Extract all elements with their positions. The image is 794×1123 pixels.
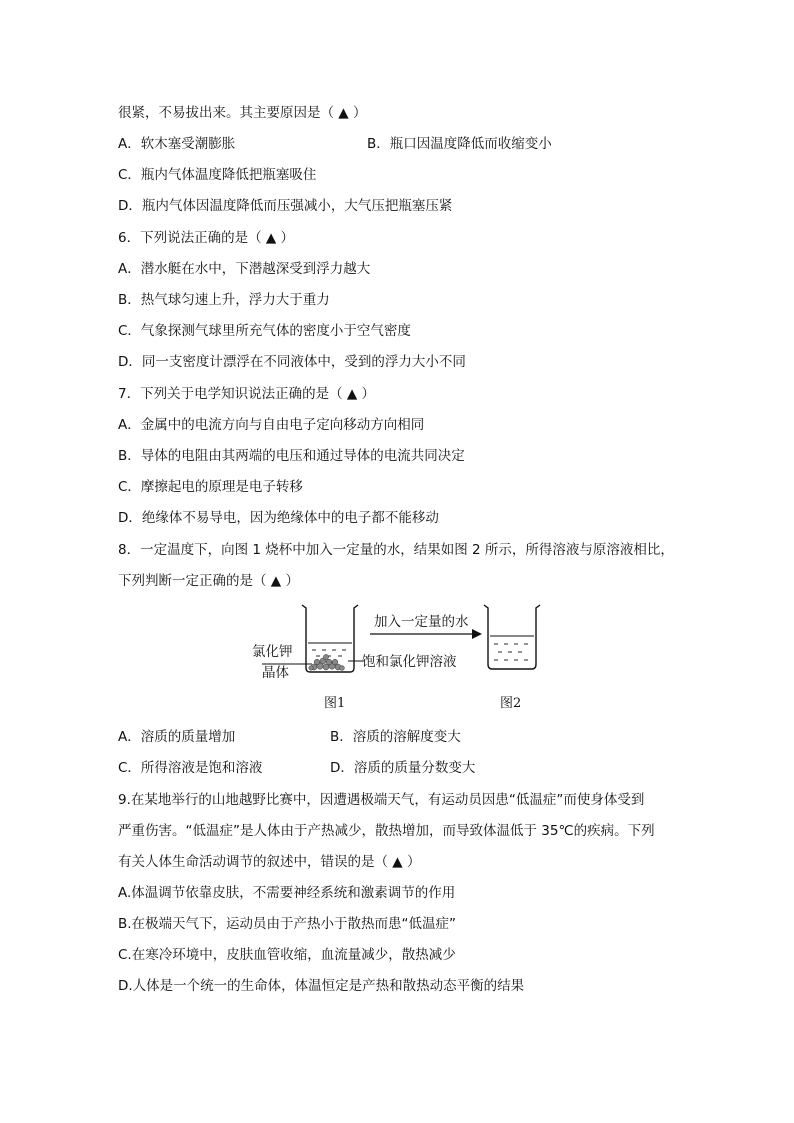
arrow-head — [472, 629, 482, 639]
q6-stem: 6．下列说法正确的是（ ▲ ） — [118, 230, 295, 246]
q7-option-c: C．摩擦起电的原理是电子转移 — [118, 479, 303, 495]
q5-stem: 很紧，不易拔出来。其主要原因是（ ▲ ） — [118, 105, 367, 121]
q9-option-b: B.在极端天气下，运动员由于产热小于散热而患“低温症” — [118, 916, 457, 932]
label-add-water: 加入一定量的水 — [374, 614, 469, 630]
label-fig2: 图2 — [500, 696, 522, 711]
q7-stem: 7．下列关于电学知识说法正确的是（ ▲ ） — [118, 386, 376, 402]
q5-option-a: A．软木塞受潮膨胀 — [118, 136, 236, 152]
beaker-figure — [250, 598, 550, 716]
q7-option-a: A．金属中的电流方向与自由电子定向移动方向相同 — [118, 417, 425, 433]
q5-option-c: C．瓶内气体温度降低把瓶塞吸住 — [118, 167, 317, 183]
q7-option-d: D．绝缘体不易导电，因为绝缘体中的电子都不能移动 — [118, 510, 439, 526]
q9-option-d: D.人体是一个统一的生命体，体温恒定是产热和散热动态平衡的结果 — [118, 978, 525, 994]
beaker-diagram — [250, 598, 550, 716]
q9-stem-line2: 严重伤害。“低温症”是人体由于产热减少，散热增加，而导致体温低于 35℃的疾病。下列 — [118, 823, 655, 839]
q9-option-a: A.体温调节依靠皮肤，不需要神经系统和激素调节的作用 — [118, 885, 456, 901]
label-crystal-line2: 晶体 — [262, 665, 289, 681]
q8-option-b: B．溶质的溶解度变大 — [330, 729, 461, 745]
q7-option-b: B．导体的电阻由其两端的电压和通过导体的电流共同决定 — [118, 448, 465, 464]
q5-option-b: B．瓶口因温度降低而收缩变小 — [367, 136, 552, 152]
q8-stem-line2: 下列判断一定正确的是（ ▲ ） — [118, 573, 299, 589]
q9-stem-line1: 9.在某地举行的山地越野比赛中，因遭遇极端天气，有运动员因患“低温症”而使身体受到 — [118, 792, 645, 808]
q5-option-d: D．瓶内气体因温度降低而压强减小，大气压把瓶塞压紧 — [118, 198, 453, 214]
q6-option-a: A．潜水艇在水中，下潜越深受到浮力越大 — [118, 261, 371, 277]
q8-option-c: C．所得溶液是饱和溶液 — [118, 760, 263, 776]
q6-option-d: D．同一支密度计漂浮在不同液体中，受到的浮力大小不同 — [118, 354, 466, 370]
q9-option-c: C.在寒冷环境中，皮肤血管收缩，血流量减少，散热减少 — [118, 947, 456, 963]
beaker-2 — [484, 605, 540, 669]
label-fig1: 图1 — [324, 696, 346, 711]
crystal-pile — [309, 654, 345, 670]
q9-stem-line3: 有关人体生命活动调节的叙述中，错误的是（ ▲ ） — [118, 854, 421, 870]
q6-option-b: B．热气球匀速上升，浮力大于重力 — [118, 292, 330, 308]
label-crystal-line1: 氯化钾 — [252, 644, 293, 660]
label-saturated-solution: 饱和氯化钾溶液 — [362, 654, 457, 670]
q8-option-a: A．溶质的质量增加 — [118, 729, 236, 745]
beaker-1 — [302, 605, 358, 672]
q8-stem-line1: 8．一定温度下，向图 1 烧杯中加入一定量的水，结果如图 2 所示，所得溶液与原溶液相比， — [118, 542, 674, 558]
q8-option-d: D．溶质的质量分数变大 — [330, 760, 476, 776]
q6-option-c: C．气象探测气球里所充气体的密度小于空气密度 — [118, 323, 411, 339]
